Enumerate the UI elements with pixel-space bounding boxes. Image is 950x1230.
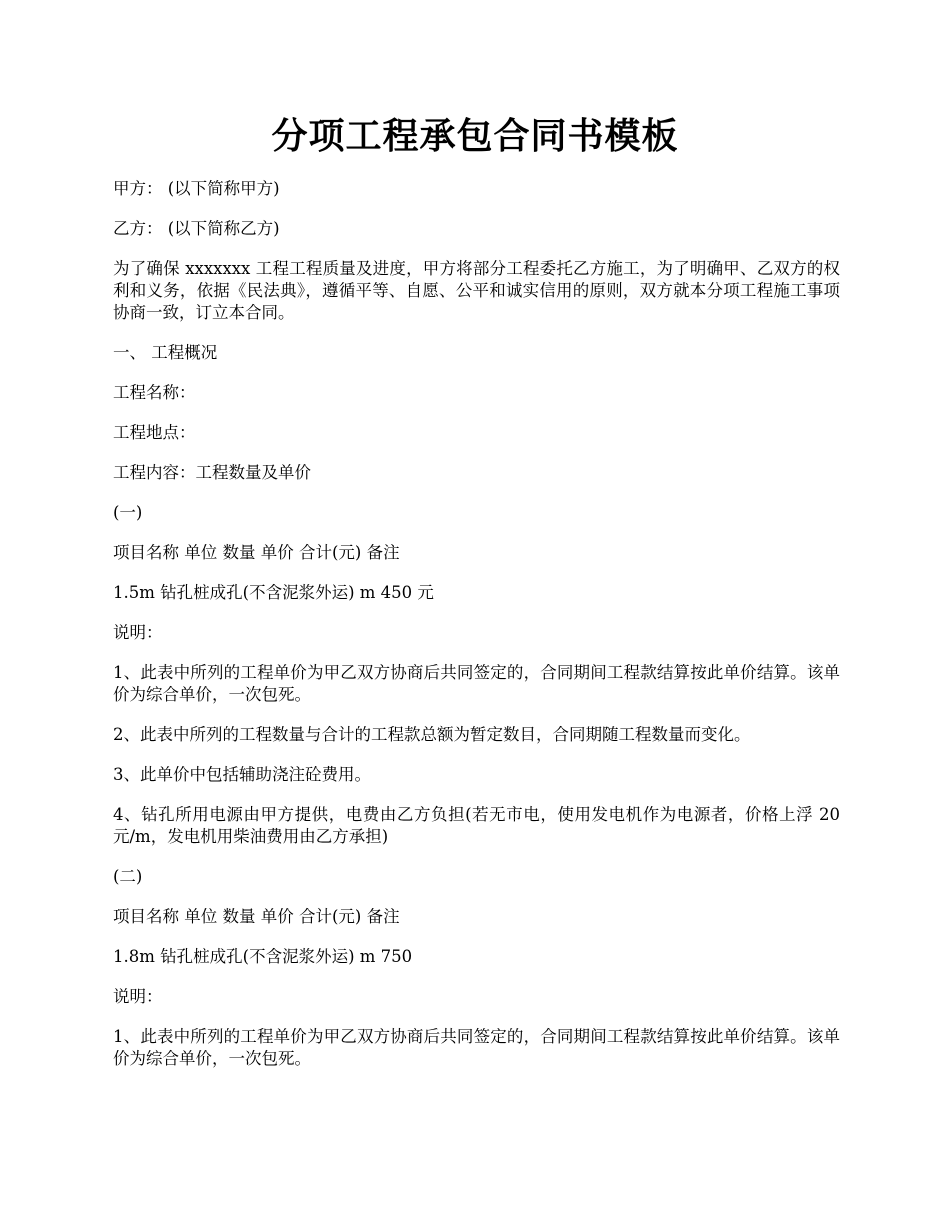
party-a-line: 甲方： (以下简称甲方)	[113, 179, 280, 198]
document-body	[113, 178, 840, 1088]
project-location-line: 工程地点：	[113, 423, 196, 442]
section-heading-project-overview: 一、 工程概况	[113, 343, 218, 362]
project-name-line: 工程名称：	[113, 383, 196, 402]
subsection-one-heading: (一)	[113, 503, 143, 522]
note-1-3: 3、此单价中包括辅助浇注砼费用。	[113, 765, 371, 784]
document-title: 分项工程承包合同书模板	[271, 115, 679, 157]
preamble-paragraph: 为了确保 xxxxxxx 工程工程质量及进度，甲方将部分工程委托乙方施工，为了明确甲、乙双方的权利和义务，依据《民法典》，遵循平等、自愿、公平和诚实信用的原则，双方就本分项工程施工事项协商一致，订立本合同。	[113, 259, 840, 322]
item-table-header-2: 项目名称 单位 数量 单价 合计(元) 备注	[113, 907, 400, 926]
item-table-row-1: 1.5m 钻孔桩成孔(不含泥浆外运) m 450 元	[113, 583, 434, 602]
note-1-1: 1、此表中所列的工程单价为甲乙双方协商后共同签定的，合同期间工程款结算按此单价结算。该单价为综合单价，一次包死。	[113, 663, 840, 704]
note-2-1: 1、此表中所列的工程单价为甲乙双方协商后共同签定的，合同期间工程款结算按此单价结算。该单价为综合单价，一次包死。	[113, 1027, 840, 1068]
subsection-two-heading: (二)	[113, 867, 143, 886]
item-table-row-2: 1.8m 钻孔桩成孔(不含泥浆外运) m 750	[113, 947, 413, 966]
notes-heading-1: 说明：	[113, 623, 163, 642]
note-1-4: 4、钻孔所用电源由甲方提供，电费由乙方负担(若无市电，使用发电机作为电源者，价格上浮 20 元/m，发电机用柴油费用由乙方承担)	[113, 805, 840, 846]
note-1-2: 2、此表中所列的工程数量与合计的工程款总额为暂定数目，合同期随工程数量而变化。	[113, 725, 751, 744]
project-content-line: 工程内容：工程数量及单价	[113, 463, 311, 482]
party-b-line: 乙方： (以下简称乙方)	[113, 219, 280, 238]
item-table-header-1: 项目名称 单位 数量 单价 合计(元) 备注	[113, 543, 400, 562]
notes-heading-2: 说明：	[113, 987, 163, 1006]
